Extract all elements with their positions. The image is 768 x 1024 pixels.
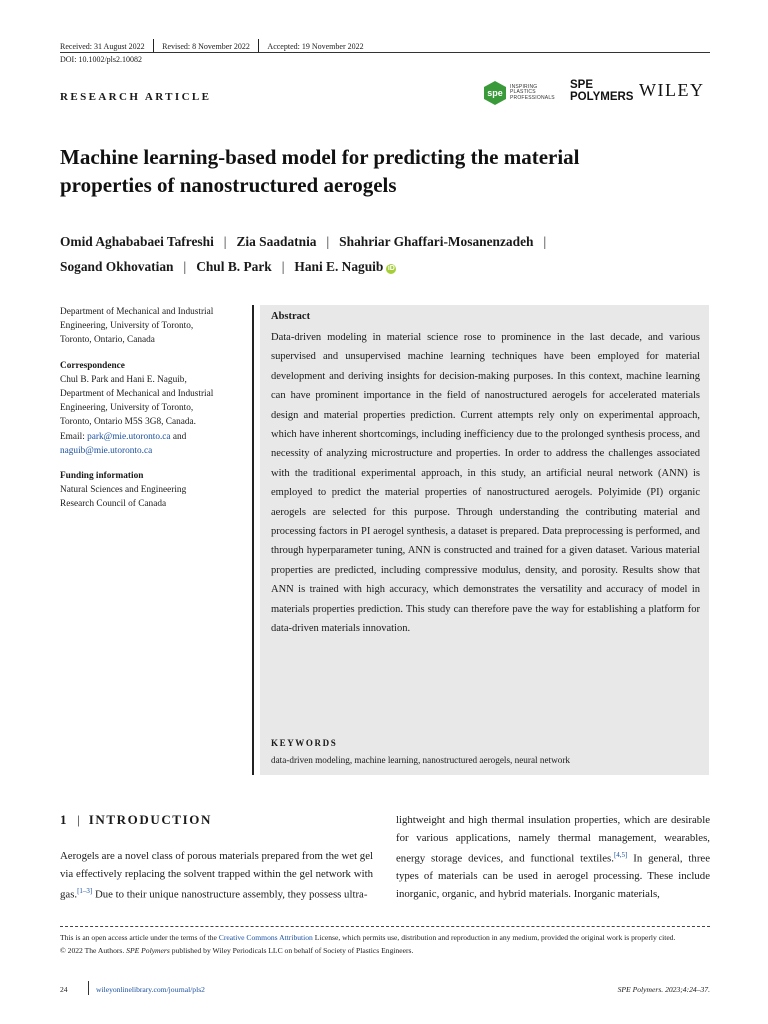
author-info	[60, 305, 245, 523]
header-rule	[60, 52, 710, 53]
author-list: Omid Aghababaei Tafreshi | Zia Saadatnia | Shahriar Ghaffari-Mosanenzadeh | Sogand Okhovatian | Chul B. Park | Hani E. Naguib iD	[60, 234, 547, 274]
article-type: RESEARCH ARTICLE	[60, 91, 212, 103]
spe-logo	[482, 80, 555, 106]
article-dates	[60, 39, 364, 53]
email-link[interactable]: park@mie.utoronto.ca	[87, 431, 171, 442]
accepted-date: Accepted: 19 November 2022	[267, 41, 364, 51]
author-name[interactable]: Shahriar Ghaffari-Mosanenzadeh	[339, 234, 534, 249]
citation-link[interactable]: [1–3]	[77, 887, 93, 896]
divider	[258, 39, 260, 53]
journal-citation: SPE Polymers. 2023;4:24–37.	[617, 985, 710, 994]
author-name[interactable]: Zia Saadatnia	[236, 234, 317, 249]
author-name[interactable]: Sogand Okhovatian	[60, 259, 174, 274]
svg-text:spe: spe	[487, 88, 503, 98]
author-name[interactable]: Hani E. Naguib	[294, 259, 384, 274]
received-date: Received: 31 August 2022	[60, 41, 145, 51]
affiliation: Department of Mechanical and Industrial Engineering, University of Toronto, Toronto, Ontario, Canada	[60, 307, 214, 346]
wiley-logo: WILEY	[639, 80, 705, 100]
journal-url[interactable]: wileyonlinelibrary.com/journal/pls2	[96, 985, 205, 994]
page-number: 24	[60, 985, 68, 994]
divider	[88, 981, 89, 995]
column-divider	[252, 305, 254, 775]
revised-date: Revised: 8 November 2022	[162, 41, 250, 51]
spe-polymers-logo: SPE POLYMERS	[570, 79, 634, 103]
funding-info: Funding information Natural Sciences and Engineering Research Council of Canada	[60, 471, 187, 510]
license-link[interactable]: Creative Commons Attribution	[218, 933, 313, 942]
license-notice: This is an open access article under the terms of the Creative Commons Attribution License, which permits use, distribution and reproduction in any medium, provided the original work is properly cited. © 2022 The Authors. SPE Polymers published by Wiley Periodicals LLC on behalf of Society of Plastics Engineers.	[60, 933, 676, 955]
keywords-heading: KEYWORDS	[271, 738, 338, 748]
email-link[interactable]: naguib@mie.utoronto.ca	[60, 445, 153, 456]
article-title: Machine learning-based model for predicting the material properties of nanostructured aerogels	[60, 145, 580, 197]
spe-badge-icon	[482, 80, 508, 106]
footer-rule	[60, 926, 710, 927]
body-text-col1: Aerogels are a novel class of porous materials prepared from the wet gel via effectively replacing the solvent trapped within the gel network with gas.[1–3] Due to their unique nanostructure assembly, they possess ultra-	[60, 850, 373, 901]
abstract-text: Data-driven modeling in material science rose to prominence in the last decade, and various supervised and unsupervised machine learning techniques have been employed for material development and deriving insights for decision-making purposes. In this context, machine learning can have prominent importance in the field of nanostructured aerogels for accelerated materials design and material properties prediction. Current attempts rely only on experimental approach, which have inherent shortcomings, including inefficiency due to the prolonged synthesis process, and necessity of analyzing microstructure and properties. In order to address the challenges associated with the traditional experimental approach, in this study, an artificial neural network (ANN) is employed to predict the material properties of nanostructured aerogels. Polyimide (PI) organic aerogels are selected for this purpose. Through understanding the contributing material and processing factors in PI aerogel synthesis, a dataset is prepared. Data preprocessing is performed, and through hyperparameter tuning, ANN is constructed and trained for a given dataset. Various material properties are predicted, including compressive modulus, density, and porosity. Results show that ANN is trained with high accuracy, which demonstrates the versatility and accuracy of model in materials properties prediction. This study can therefore pave the way for establishing a platform for data-driven materials innovation.	[271, 332, 700, 635]
doi[interactable]: DOI: 10.1002/pls2.10082	[60, 55, 142, 64]
correspondence: Correspondence Chul B. Park and Hani E. Naguib, Department of Mechanical and Industrial Engineering, University of Toronto, Toronto, Ontario M5S 3G8, Canada. Email: park@mie.utoronto.ca and naguib@mie.utoronto.ca	[60, 360, 214, 456]
abstract-heading: Abstract	[271, 311, 311, 322]
spe-tagline: INSPIRING PLASTICS PROFESSIONALS	[510, 83, 555, 101]
orcid-icon[interactable]: iD	[387, 265, 395, 272]
body-text-col2: lightweight and high thermal insulation properties, which are desirable for various applications, namely thermal management, wearables, energy storage devices, and functional textiles.[4,5] In general, three types of materials can be used in aerogel processing. These include inorganic, organic, and hybrid materials. Inorganic materials,	[396, 814, 710, 900]
keywords: data-driven modeling, machine learning, nanostructured aerogels, neural network	[271, 755, 570, 765]
divider	[153, 39, 155, 53]
section-heading: 1 | INTRODUCTION	[60, 812, 212, 827]
author-name[interactable]: Chul B. Park	[196, 259, 272, 274]
citation-link[interactable]: [4,5]	[613, 851, 628, 860]
author-name[interactable]: Omid Aghababaei Tafreshi	[60, 234, 214, 249]
